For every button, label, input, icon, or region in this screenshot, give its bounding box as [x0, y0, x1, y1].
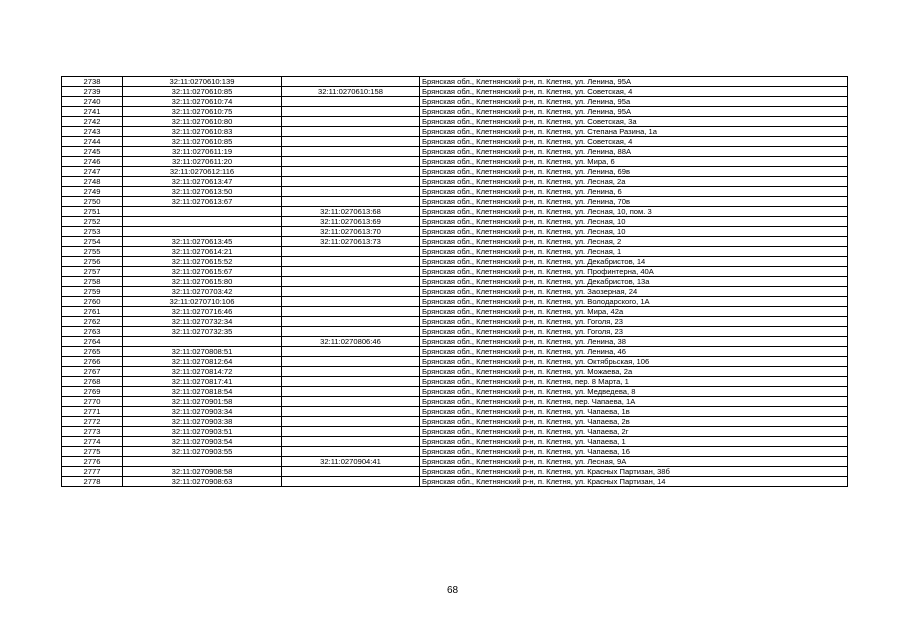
table-row — [62, 237, 848, 247]
related-cadastral-number-cell: 32:11:0270904:41 — [282, 457, 420, 467]
address-cell: Брянская обл., Клетнянский р-н, п. Клетня, ул. Лесная, 1 — [420, 247, 848, 257]
table-row — [62, 347, 848, 357]
row-number-cell: 2777 — [62, 467, 123, 477]
address-cell: Брянская обл., Клетнянский р-н, п. Клетня, ул. Декабристов, 14 — [420, 257, 848, 267]
row-number-cell: 2740 — [62, 97, 123, 107]
address-cell: Брянская обл., Клетнянский р-н, п. Клетня, ул. Ленина, 46 — [420, 347, 848, 357]
row-number-cell: 2770 — [62, 397, 123, 407]
table-row — [62, 187, 848, 197]
cadastral-number-cell — [123, 457, 282, 467]
row-number-cell: 2759 — [62, 287, 123, 297]
cadastral-number-cell: 32:11:0270818:54 — [123, 387, 282, 397]
address-cell: Брянская обл., Клетнянский р-н, п. Клетня, ул. Красных Партизан, 14 — [420, 477, 848, 487]
cadastral-number-cell: 32:11:0270613:67 — [123, 197, 282, 207]
address-cell: Брянская обл., Клетнянский р-н, п. Клетня, ул. Степана Разина, 1а — [420, 127, 848, 137]
table-row — [62, 137, 848, 147]
related-cadastral-number-cell — [282, 377, 420, 387]
cadastral-number-cell: 32:11:0270611:20 — [123, 157, 282, 167]
row-number-cell: 2751 — [62, 207, 123, 217]
related-cadastral-number-cell — [282, 387, 420, 397]
table-row — [62, 267, 848, 277]
cadastral-number-cell: 32:11:0270610:74 — [123, 97, 282, 107]
row-number-cell: 2752 — [62, 217, 123, 227]
address-cell: Брянская обл., Клетнянский р-н, п. Клетня, ул. Лесная, 2 — [420, 237, 848, 247]
address-cell: Брянская обл., Клетнянский р-н, п. Клетня, ул. Ленина, 38 — [420, 337, 848, 347]
table-row — [62, 257, 848, 267]
table-row — [62, 367, 848, 377]
row-number-cell: 2757 — [62, 267, 123, 277]
address-cell: Брянская обл., Клетнянский р-н, п. Клетня, ул. Профинтерна, 40А — [420, 267, 848, 277]
related-cadastral-number-cell — [282, 197, 420, 207]
row-number-cell: 2766 — [62, 357, 123, 367]
table-row — [62, 437, 848, 447]
cadastral-number-cell: 32:11:0270613:50 — [123, 187, 282, 197]
related-cadastral-number-cell — [282, 137, 420, 147]
row-number-cell: 2778 — [62, 477, 123, 487]
row-number-cell: 2769 — [62, 387, 123, 397]
table-row — [62, 207, 848, 217]
cadastral-number-cell: 32:11:0270613:47 — [123, 177, 282, 187]
cadastral-number-cell: 32:11:0270903:54 — [123, 437, 282, 447]
table-row — [62, 297, 848, 307]
address-cell: Брянская обл., Клетнянский р-н, п. Клетня, ул. Заозерная, 24 — [420, 287, 848, 297]
related-cadastral-number-cell — [282, 147, 420, 157]
cadastral-number-cell — [123, 217, 282, 227]
cadastral-number-cell: 32:11:0270610:139 — [123, 77, 282, 87]
table-row — [62, 127, 848, 137]
row-number-cell: 2764 — [62, 337, 123, 347]
table-row — [62, 227, 848, 237]
address-cell: Брянская обл., Клетнянский р-н, п. Клетня, ул. Ленина, 88А — [420, 147, 848, 157]
cadastral-number-cell: 32:11:0270716:46 — [123, 307, 282, 317]
address-cell: Брянская обл., Клетнянский р-н, п. Клетня, ул. Советская, 3а — [420, 117, 848, 127]
related-cadastral-number-cell — [282, 277, 420, 287]
address-cell: Брянская обл., Клетнянский р-н, п. Клетня, ул. Мира, 6 — [420, 157, 848, 167]
related-cadastral-number-cell — [282, 287, 420, 297]
row-number-cell: 2776 — [62, 457, 123, 467]
cadastral-number-cell: 32:11:0270732:34 — [123, 317, 282, 327]
row-number-cell: 2772 — [62, 417, 123, 427]
page-number: 68 — [446, 585, 459, 596]
cadastral-number-cell: 32:11:0270903:55 — [123, 447, 282, 457]
table-row — [62, 307, 848, 317]
related-cadastral-number-cell — [282, 367, 420, 377]
cadastral-number-cell — [123, 337, 282, 347]
address-cell: Брянская обл., Клетнянский р-н, п. Клетня, ул. Лесная, 9А — [420, 457, 848, 467]
address-cell: Брянская обл., Клетнянский р-н, п. Клетня, ул. Ленина, 70в — [420, 197, 848, 207]
cadastral-number-cell: 32:11:0270610:85 — [123, 137, 282, 147]
table-row — [62, 357, 848, 367]
row-number-cell: 2773 — [62, 427, 123, 437]
row-number-cell: 2765 — [62, 347, 123, 357]
row-number-cell: 2755 — [62, 247, 123, 257]
cadastral-number-cell: 32:11:0270903:34 — [123, 407, 282, 417]
row-number-cell: 2774 — [62, 437, 123, 447]
row-number-cell: 2744 — [62, 137, 123, 147]
cadastral-number-cell: 32:11:0270611:19 — [123, 147, 282, 157]
address-cell: Брянская обл., Клетнянский р-н, п. Клетня, ул. Советская, 4 — [420, 137, 848, 147]
related-cadastral-number-cell — [282, 247, 420, 257]
table-row — [62, 277, 848, 287]
related-cadastral-number-cell — [282, 167, 420, 177]
address-cell: Брянская обл., Клетнянский р-н, п. Клетня, ул. Октябрьская, 106 — [420, 357, 848, 367]
related-cadastral-number-cell — [282, 427, 420, 437]
cadastral-number-cell: 32:11:0270812:64 — [123, 357, 282, 367]
row-number-cell: 2745 — [62, 147, 123, 157]
address-cell: Брянская обл., Клетнянский р-н, п. Клетня, ул. Лесная, 2а — [420, 177, 848, 187]
address-cell: Брянская обл., Клетнянский р-н, п. Клетня, ул. Красных Партизан, 38б — [420, 467, 848, 477]
related-cadastral-number-cell — [282, 117, 420, 127]
table-row — [62, 107, 848, 117]
row-number-cell: 2758 — [62, 277, 123, 287]
table-row — [62, 217, 848, 227]
row-number-cell: 2775 — [62, 447, 123, 457]
row-number-cell: 2739 — [62, 87, 123, 97]
cadastral-number-cell: 32:11:0270901:58 — [123, 397, 282, 407]
address-cell: Брянская обл., Клетнянский р-н, п. Клетня, ул. Гоголя, 23 — [420, 317, 848, 327]
related-cadastral-number-cell — [282, 407, 420, 417]
address-cell: Брянская обл., Клетнянский р-н, п. Клетня, ул. Ленина, 69в — [420, 167, 848, 177]
cadastral-number-cell — [123, 227, 282, 237]
row-number-cell: 2771 — [62, 407, 123, 417]
row-number-cell: 2763 — [62, 327, 123, 337]
cadastral-number-cell: 32:11:0270615:52 — [123, 257, 282, 267]
cadastral-number-cell: 32:11:0270615:67 — [123, 267, 282, 277]
address-cell: Брянская обл., Клетнянский р-н, п. Клетня, ул. Можаева, 2а — [420, 367, 848, 377]
table-row — [62, 77, 848, 87]
cadastral-number-cell: 32:11:0270610:85 — [123, 87, 282, 97]
table-row — [62, 397, 848, 407]
address-cell: Брянская обл., Клетнянский р-н, п. Клетня, пер. 8 Марта, 1 — [420, 377, 848, 387]
table-row — [62, 157, 848, 167]
related-cadastral-number-cell: 32:11:0270613:70 — [282, 227, 420, 237]
cadastral-number-cell: 32:11:0270808:51 — [123, 347, 282, 357]
table-row — [62, 467, 848, 477]
cadastral-number-cell: 32:11:0270610:80 — [123, 117, 282, 127]
registry-table-body — [62, 77, 848, 487]
row-number-cell: 2761 — [62, 307, 123, 317]
cadastral-number-cell: 32:11:0270908:58 — [123, 467, 282, 477]
cadastral-number-cell: 32:11:0270903:38 — [123, 417, 282, 427]
cadastral-number-cell: 32:11:0270614:21 — [123, 247, 282, 257]
address-cell: Брянская обл., Клетнянский р-н, п. Клетня, ул. Чапаева, 2г — [420, 427, 848, 437]
row-number-cell: 2743 — [62, 127, 123, 137]
address-cell: Брянская обл., Клетнянский р-н, п. Клетня, ул. Володарского, 1А — [420, 297, 848, 307]
cadastral-number-cell: 32:11:0270615:80 — [123, 277, 282, 287]
related-cadastral-number-cell — [282, 317, 420, 327]
row-number-cell: 2747 — [62, 167, 123, 177]
table-row — [62, 247, 848, 257]
address-cell: Брянская обл., Клетнянский р-н, п. Клетня, ул. Чапаева, 2в — [420, 417, 848, 427]
table-row — [62, 117, 848, 127]
cadastral-number-cell: 32:11:0270703:42 — [123, 287, 282, 297]
row-number-cell: 2750 — [62, 197, 123, 207]
cadastral-number-cell: 32:11:0270817:41 — [123, 377, 282, 387]
table-row — [62, 167, 848, 177]
row-number-cell: 2760 — [62, 297, 123, 307]
row-number-cell: 2746 — [62, 157, 123, 167]
row-number-cell: 2754 — [62, 237, 123, 247]
table-row — [62, 317, 848, 327]
related-cadastral-number-cell — [282, 267, 420, 277]
table-row — [62, 97, 848, 107]
related-cadastral-number-cell — [282, 437, 420, 447]
related-cadastral-number-cell — [282, 447, 420, 457]
row-number-cell: 2741 — [62, 107, 123, 117]
related-cadastral-number-cell — [282, 177, 420, 187]
related-cadastral-number-cell — [282, 297, 420, 307]
row-number-cell: 2767 — [62, 367, 123, 377]
related-cadastral-number-cell: 32:11:0270613:73 — [282, 237, 420, 247]
table-row — [62, 477, 848, 487]
address-cell: Брянская обл., Клетнянский р-н, п. Клетня, ул. Чапаева, 1 — [420, 437, 848, 447]
cadastral-number-cell — [123, 207, 282, 217]
related-cadastral-number-cell — [282, 307, 420, 317]
table-row — [62, 287, 848, 297]
cadastral-number-cell: 32:11:0270710:106 — [123, 297, 282, 307]
address-cell: Брянская обл., Клетнянский р-н, п. Клетня, ул. Чапаева, 16 — [420, 447, 848, 457]
table-row — [62, 427, 848, 437]
table-row — [62, 197, 848, 207]
address-cell: Брянская обл., Клетнянский р-н, п. Клетня, ул. Медведева, 8 — [420, 387, 848, 397]
address-cell: Брянская обл., Клетнянский р-н, п. Клетня, ул. Лесная, 10, пом. 3 — [420, 207, 848, 217]
address-cell: Брянская обл., Клетнянский р-н, п. Клетня, ул. Декабристов, 13а — [420, 277, 848, 287]
related-cadastral-number-cell: 32:11:0270610:158 — [282, 87, 420, 97]
cadastral-number-cell: 32:11:0270732:35 — [123, 327, 282, 337]
related-cadastral-number-cell — [282, 187, 420, 197]
cadastral-number-cell: 32:11:0270903:51 — [123, 427, 282, 437]
related-cadastral-number-cell — [282, 257, 420, 267]
address-cell: Брянская обл., Клетнянский р-н, п. Клетня, ул. Ленина, 95А — [420, 77, 848, 87]
related-cadastral-number-cell — [282, 127, 420, 137]
address-cell: Брянская обл., Клетнянский р-н, п. Клетня, ул. Ленина, 95а — [420, 97, 848, 107]
table-row — [62, 457, 848, 467]
table-row — [62, 387, 848, 397]
address-cell: Брянская обл., Клетнянский р-н, п. Клетня, ул. Лесная, 10 — [420, 227, 848, 237]
related-cadastral-number-cell — [282, 467, 420, 477]
registry-table — [61, 76, 848, 487]
table-row — [62, 447, 848, 457]
row-number-cell: 2742 — [62, 117, 123, 127]
related-cadastral-number-cell — [282, 77, 420, 87]
address-cell: Брянская обл., Клетнянский р-н, п. Клетня, ул. Советская, 4 — [420, 87, 848, 97]
row-number-cell: 2762 — [62, 317, 123, 327]
address-cell: Брянская обл., Клетнянский р-н, п. Клетня, ул. Чапаева, 1в — [420, 407, 848, 417]
address-cell: Брянская обл., Клетнянский р-н, п. Клетня, ул. Лесная, 10 — [420, 217, 848, 227]
related-cadastral-number-cell — [282, 417, 420, 427]
row-number-cell: 2748 — [62, 177, 123, 187]
related-cadastral-number-cell — [282, 477, 420, 487]
address-cell: Брянская обл., Клетнянский р-н, п. Клетня, пер. Чапаева, 1А — [420, 397, 848, 407]
table-row — [62, 147, 848, 157]
cadastral-number-cell: 32:11:0270610:75 — [123, 107, 282, 117]
related-cadastral-number-cell: 32:11:0270613:69 — [282, 217, 420, 227]
related-cadastral-number-cell — [282, 97, 420, 107]
address-cell: Брянская обл., Клетнянский р-н, п. Клетня, ул. Ленина, 95А — [420, 107, 848, 117]
related-cadastral-number-cell: 32:11:0270806:46 — [282, 337, 420, 347]
address-cell: Брянская обл., Клетнянский р-н, п. Клетня, ул. Ленина, 6 — [420, 187, 848, 197]
related-cadastral-number-cell — [282, 157, 420, 167]
address-cell: Брянская обл., Клетнянский р-н, п. Клетня, ул. Гоголя, 23 — [420, 327, 848, 337]
table-row — [62, 417, 848, 427]
cadastral-number-cell: 32:11:0270610:83 — [123, 127, 282, 137]
related-cadastral-number-cell: 32:11:0270613:68 — [282, 207, 420, 217]
related-cadastral-number-cell — [282, 347, 420, 357]
row-number-cell: 2756 — [62, 257, 123, 267]
related-cadastral-number-cell — [282, 357, 420, 367]
row-number-cell: 2749 — [62, 187, 123, 197]
related-cadastral-number-cell — [282, 397, 420, 407]
row-number-cell: 2753 — [62, 227, 123, 237]
related-cadastral-number-cell — [282, 327, 420, 337]
related-cadastral-number-cell — [282, 107, 420, 117]
table-row — [62, 177, 848, 187]
table-row — [62, 327, 848, 337]
cadastral-number-cell: 32:11:0270908:63 — [123, 477, 282, 487]
cadastral-number-cell: 32:11:0270814:72 — [123, 367, 282, 377]
cadastral-number-cell: 32:11:0270612:116 — [123, 167, 282, 177]
table-row — [62, 87, 848, 97]
row-number-cell: 2738 — [62, 77, 123, 87]
table-row — [62, 377, 848, 387]
table-row — [62, 407, 848, 417]
cadastral-number-cell: 32:11:0270613:45 — [123, 237, 282, 247]
row-number-cell: 2768 — [62, 377, 123, 387]
address-cell: Брянская обл., Клетнянский р-н, п. Клетня, ул. Мира, 42а — [420, 307, 848, 317]
table-row — [62, 337, 848, 347]
